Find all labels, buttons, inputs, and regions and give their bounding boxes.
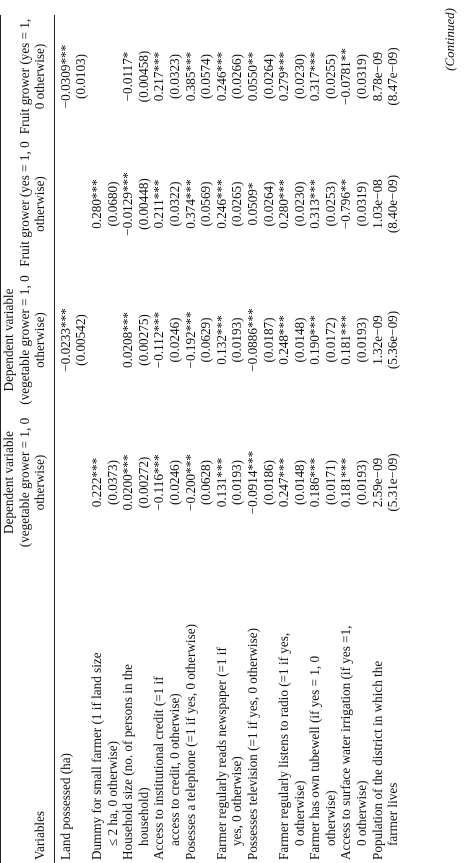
coefficient-cell: 0.0509* — [244, 182, 260, 226]
coefficient-cell: −0.0233*** — [57, 308, 73, 372]
variable-label — [120, 555, 151, 863]
variable-label — [338, 555, 369, 863]
variable-label-line: Possesses television (=1 if yes, 0 otherwise) — [244, 628, 260, 860]
coefficient-cell: 0.217*** — [151, 51, 167, 102]
coefficient-cell: 0.132*** — [213, 315, 229, 365]
std-error-cell — [73, 138, 89, 270]
std-error-cell: (0.0186) — [260, 459, 276, 506]
header-col-4: Fruit grower (yes = 1, 0 otherwise) — [16, 18, 48, 135]
coefficient-cell: −0.192*** — [182, 311, 198, 369]
std-error-cell — [105, 15, 121, 138]
coefficient-cell: −0.796** — [338, 178, 354, 230]
variable-label-line: Land possessed (ha) — [57, 753, 73, 860]
std-error-cell: (0.0193) — [354, 317, 370, 363]
coefficient-cell: 0.280*** — [88, 179, 104, 229]
header-col-2: Dependent variable (vegetable grower = 1, 0 otherwise) — [1, 275, 48, 405]
std-error-cell: (0.0680) — [104, 181, 120, 227]
coefficient-cell: −0.116*** — [151, 454, 167, 511]
std-error-cell: (0.0171) — [322, 459, 338, 506]
std-error-cell: (0.0319) — [354, 181, 370, 227]
std-error-cell: (0.0255) — [322, 53, 338, 100]
coefficient-cell: 0.248*** — [276, 315, 292, 365]
table-row — [338, 15, 354, 863]
coefficient-cell: −0.0117* — [120, 51, 136, 102]
header-row — [1, 15, 54, 863]
std-error-cell: (0.0193) — [354, 459, 370, 506]
std-error-cell: (0.0266) — [229, 53, 245, 100]
coefficient-cell — [89, 15, 105, 138]
std-error-cell: (0.0373) — [104, 459, 120, 506]
coefficient-cell: 0.317*** — [307, 51, 323, 102]
coefficient-cell: 0.246*** — [213, 51, 229, 102]
std-error-cell: (0.0148) — [291, 317, 307, 363]
coefficient-cell: 0.374*** — [182, 179, 198, 229]
coefficient-cell: 0.385*** — [182, 51, 198, 102]
coefficient-cell: 0.247*** — [276, 457, 292, 508]
variable-label — [370, 555, 401, 863]
coefficient-cell: 0.246*** — [213, 179, 229, 229]
variable-label — [151, 555, 182, 863]
coefficient-cell: 1.03e−08 — [369, 179, 385, 229]
std-error-cell: (5.36e−09) — [385, 310, 401, 370]
variable-label-line: Dummy for small farmer (1 if land size — [88, 652, 104, 860]
coefficient-cell: −0.0781** — [338, 48, 354, 105]
coefficient-cell: −0.0886*** — [244, 308, 260, 372]
coefficient-cell: 0.211*** — [151, 179, 167, 229]
variable-label-line: Household size (no. of persons in the — [120, 664, 136, 860]
std-error-cell: (0.0319) — [354, 53, 370, 100]
std-error-cell: (0.0265) — [229, 181, 245, 227]
coefficient-cell: −0.200*** — [182, 454, 198, 511]
coefficient-cell: 8.78e−09 — [369, 51, 385, 102]
variable-label-line: Farmer regularly reads newspaper (=1 if — [213, 647, 229, 860]
variable-label-line: Farmer regularly listens to radio (=1 if yes, — [276, 632, 292, 860]
std-error-cell: (0.0193) — [229, 459, 245, 506]
variable-label-line: 0 otherwise) — [291, 780, 307, 846]
table-row — [245, 15, 261, 863]
coefficient-cell: 0.181*** — [338, 315, 354, 365]
variable-label-line: yes, 0 otherwise) — [229, 756, 245, 846]
header-variables: Variables — [32, 810, 48, 860]
table-row — [151, 15, 167, 863]
table-row — [276, 15, 292, 863]
table-row — [307, 15, 323, 863]
variable-label-line: Posesses a telephone (=1 if yes, 0 otherwise) — [182, 624, 198, 860]
header-col-3: Fruit grower (yes = 1, 0 otherwise) — [16, 141, 48, 267]
variable-label-line: Population of the district in which the — [369, 660, 385, 860]
std-error-cell: (0.0322) — [166, 181, 182, 227]
table-body — [58, 15, 401, 863]
variable-label — [58, 555, 89, 863]
std-error-cell — [73, 410, 89, 555]
std-error-cell: (0.00275) — [135, 314, 151, 366]
coefficient-cell: −0.0914*** — [244, 450, 260, 515]
variable-label-line: farmer lives — [385, 782, 401, 846]
std-error-cell: (0.0246) — [166, 317, 182, 363]
coefficient-cell: 0.222*** — [88, 457, 104, 508]
variable-label-line: Access to surface water irrigation (if yes =1, — [338, 625, 354, 860]
continued-note: (Continued) — [442, 8, 457, 71]
coefficient-cell — [58, 410, 74, 555]
coefficient-cell: −0.0129*** — [120, 172, 136, 236]
std-error-cell: (0.0193) — [229, 317, 245, 363]
std-error-cell: (0.00458) — [135, 50, 151, 103]
std-error-cell: (0.0253) — [322, 181, 338, 227]
variable-label-line: ≤ 2 ha, 0 otherwise) — [104, 740, 120, 846]
variable-label-line: household) — [135, 787, 151, 846]
coefficient-cell: 0.0200*** — [120, 454, 136, 511]
variable-label — [214, 555, 245, 863]
variable-label — [245, 555, 276, 863]
variable-label — [276, 555, 307, 863]
variable-label-line: 0 otherwise) — [354, 780, 370, 846]
variable-label — [307, 555, 338, 863]
variable-label — [183, 555, 214, 863]
coefficient-cell — [89, 270, 105, 410]
std-error-cell: (0.0230) — [291, 53, 307, 100]
std-error-cell: (0.0230) — [291, 181, 307, 227]
std-error-cell: (0.0172) — [322, 317, 338, 363]
table-row — [58, 15, 74, 863]
coefficient-cell: 1.32e−09 — [369, 315, 385, 365]
coefficient-cell: 0.313*** — [307, 179, 323, 229]
variable-label-line: Access to institutional credit (=1 if — [151, 676, 167, 860]
std-error-cell: (5.31e−09) — [385, 453, 401, 512]
std-error-cell: (8.40e−09) — [385, 174, 401, 234]
table-row — [89, 15, 105, 863]
coefficient-cell: 0.0550** — [244, 51, 260, 102]
std-error-cell: (0.00448) — [135, 178, 151, 230]
table-row — [370, 15, 386, 863]
variable-label-line: otherwise) — [322, 790, 338, 846]
coefficient-cell: −0.0309*** — [57, 44, 73, 109]
coefficient-cell — [58, 138, 74, 270]
coefficient-cell: 0.0208*** — [120, 311, 136, 369]
variable-label-line: access to credit, 0 otherwise) — [166, 693, 182, 846]
std-error-cell: (0.00272) — [135, 456, 151, 509]
table-row — [120, 15, 136, 863]
std-error-cell: (0.0629) — [198, 317, 214, 363]
coefficient-cell: 0.280*** — [276, 179, 292, 229]
variable-label-line: Farmer has own tubewell (if yes = 1, 0 — [307, 655, 323, 860]
std-error-cell: (0.0148) — [291, 459, 307, 506]
std-error-cell: (0.0628) — [198, 459, 214, 506]
std-error-cell: (0.0323) — [166, 53, 182, 100]
std-error-cell: (0.0246) — [166, 459, 182, 506]
std-error-cell: (0.0574) — [198, 53, 214, 100]
table-row — [214, 15, 230, 863]
coefficient-cell: 2.59e−09 — [369, 457, 385, 508]
coefficient-cell: 0.190*** — [307, 315, 323, 365]
std-error-cell — [105, 270, 121, 410]
coefficient-cell: −0.112*** — [151, 311, 167, 369]
std-error-cell: (0.00542) — [73, 314, 89, 366]
coefficient-cell: 0.131*** — [213, 457, 229, 508]
std-error-cell: (0.0264) — [260, 181, 276, 227]
variable-label — [89, 555, 120, 863]
regression-table — [0, 15, 401, 863]
std-error-cell: (8.47e−09) — [385, 47, 401, 106]
std-error-cell: (0.0187) — [260, 317, 276, 363]
table-row — [183, 15, 199, 863]
std-error-cell: (0.0103) — [73, 53, 89, 100]
std-error-cell: (0.0264) — [260, 53, 276, 100]
header-col-1: Dependent variable (vegetable grower = 1, 0 otherwise) — [1, 417, 48, 548]
std-error-cell: (0.0569) — [198, 181, 214, 227]
coefficient-cell: 0.279*** — [276, 51, 292, 102]
coefficient-cell: 0.186*** — [307, 457, 323, 508]
coefficient-cell: 0.181*** — [338, 457, 354, 508]
